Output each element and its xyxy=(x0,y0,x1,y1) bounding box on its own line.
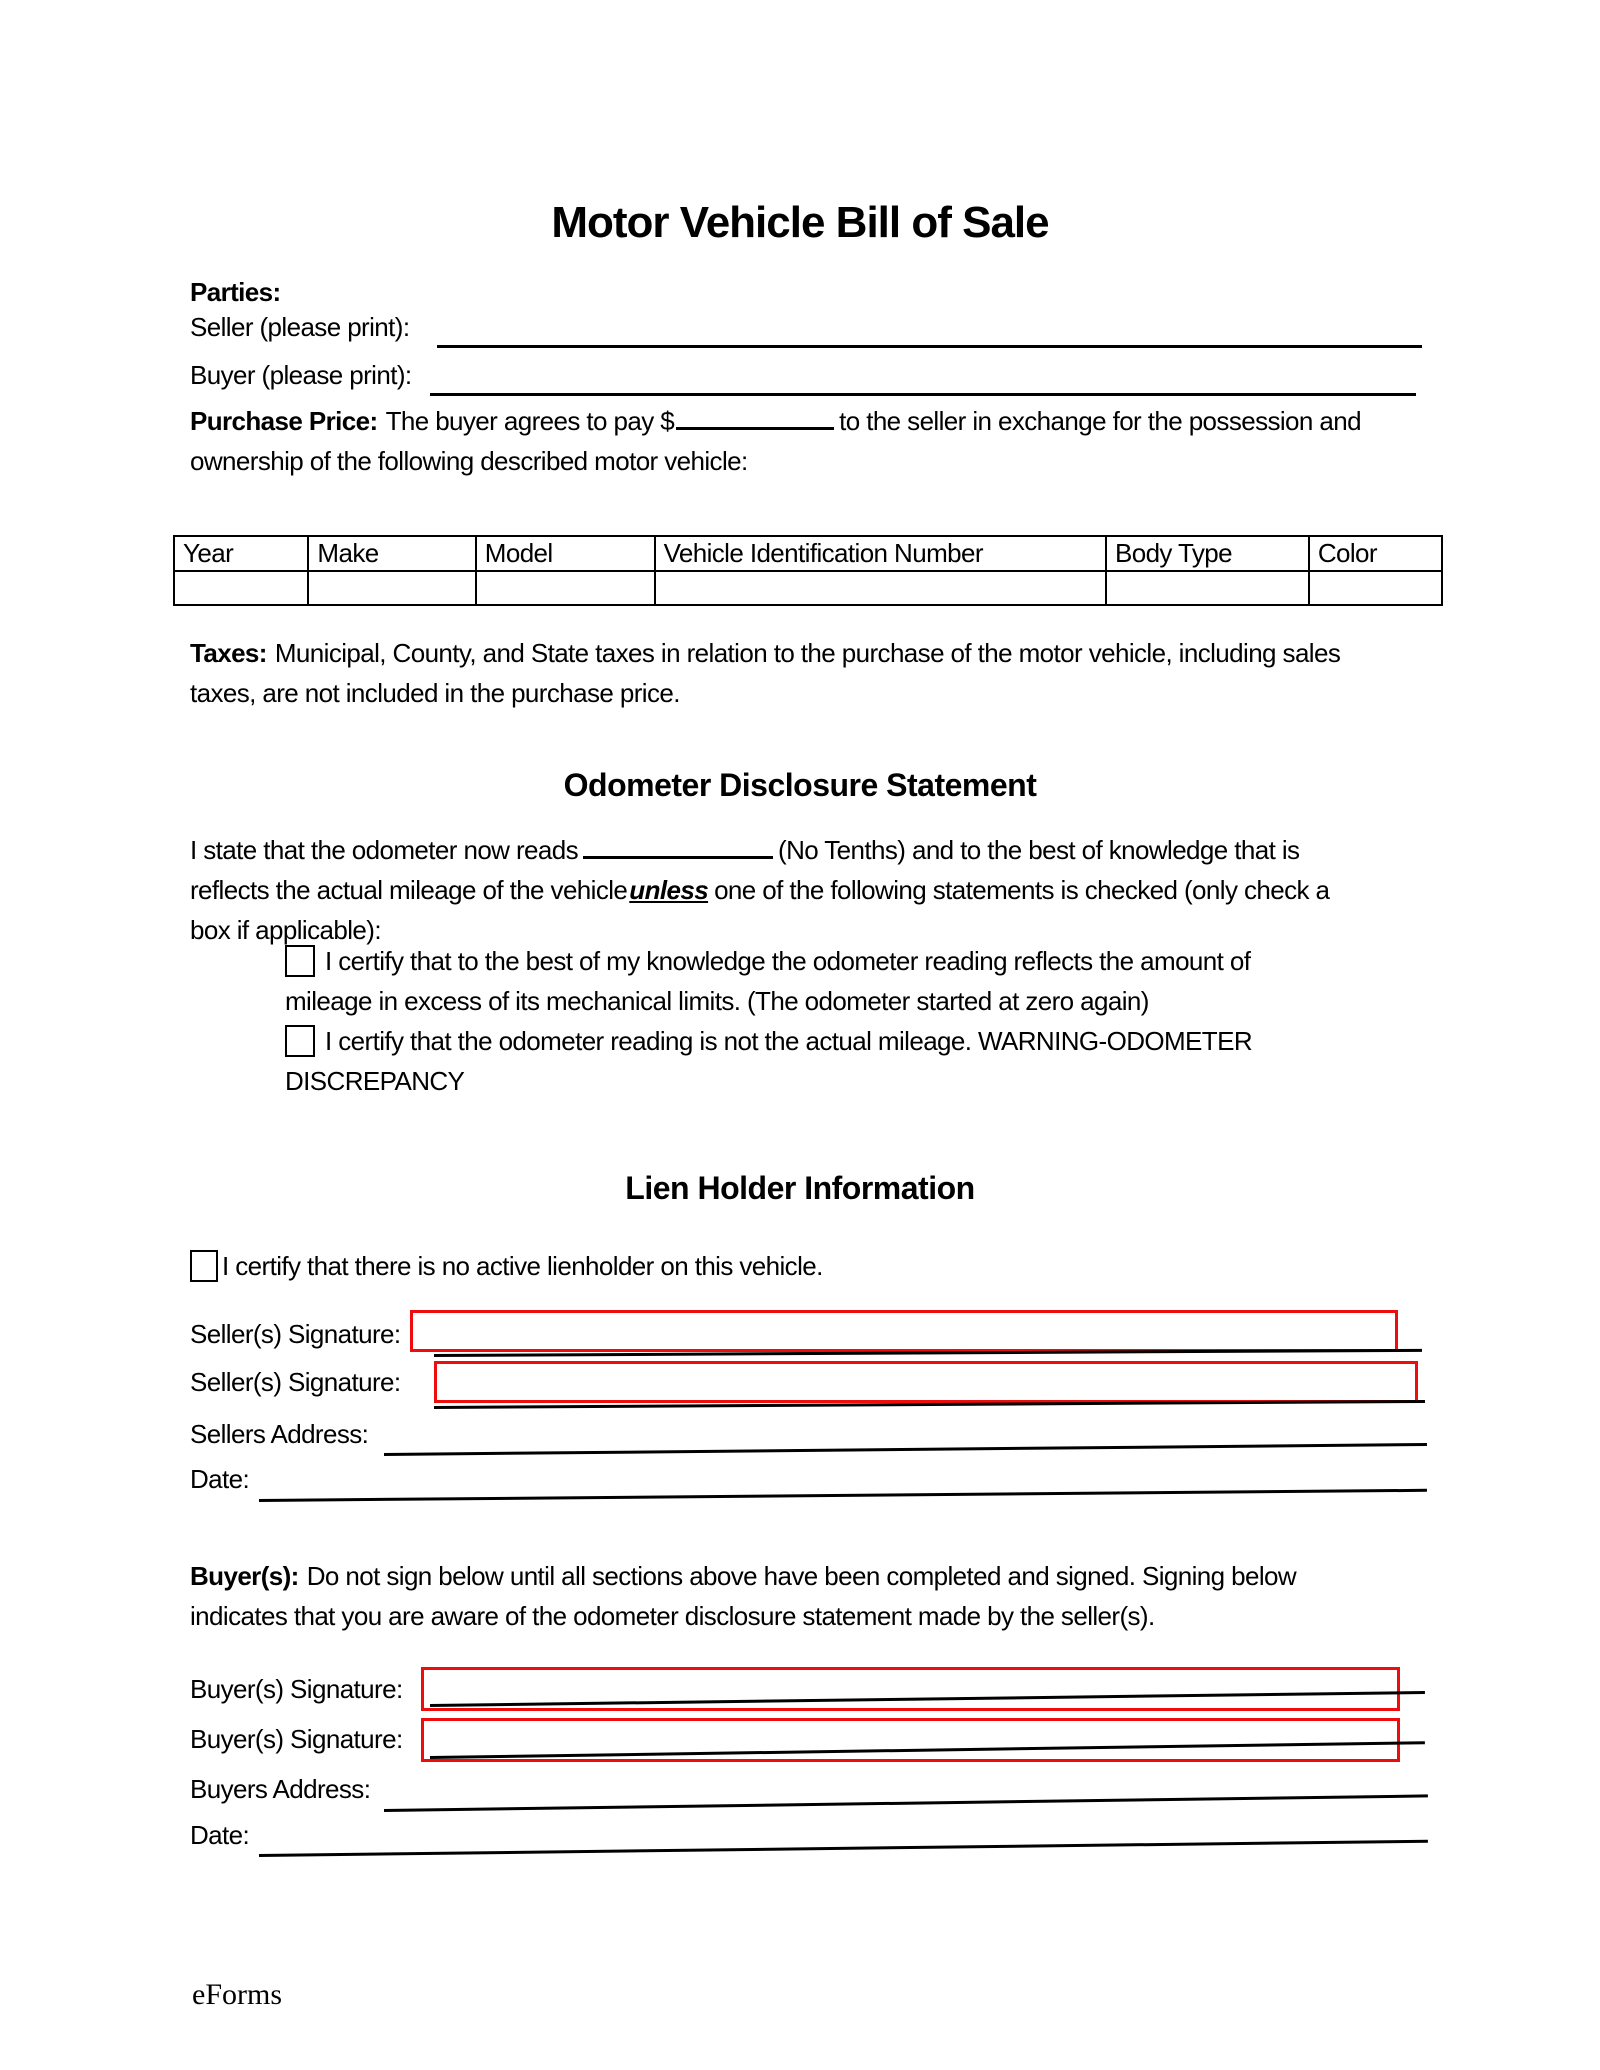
vehicle-make-cell[interactable] xyxy=(308,571,475,605)
buyer-section-line1 xyxy=(190,1556,1296,1596)
purchase-price-line1 xyxy=(190,401,1361,441)
vehicle-table-header-body-type: Body Type xyxy=(1106,536,1309,571)
buyer-signature-2-label: Buyer(s) Signature: xyxy=(190,1724,403,1754)
purchase-price-label: Purchase Price: xyxy=(190,406,378,436)
buyer-date-label: Date: xyxy=(190,1820,250,1850)
buyer-section-text-line1: Do not sign below until all sections above have been completed and signed. Signing below xyxy=(306,1561,1297,1591)
parties-heading: Parties: xyxy=(190,277,281,307)
purchase-price-blank[interactable] xyxy=(676,421,834,430)
seller-signature-1-label: Seller(s) Signature: xyxy=(190,1319,401,1349)
odometer-mechanical-limits-checkbox[interactable] xyxy=(285,945,315,977)
vehicle-body-type-cell[interactable] xyxy=(1106,571,1309,605)
seller-signature-1-highlight-box[interactable] xyxy=(410,1310,1398,1352)
taxes-text-line1: Municipal, County, and State taxes in relation to the purchase of the motor vehicle, including sales xyxy=(274,638,1341,668)
vehicle-table-header-row xyxy=(174,536,1442,571)
odometer-line1 xyxy=(190,830,1299,870)
taxes-line1 xyxy=(190,633,1340,673)
seller-signature-2-highlight-box[interactable] xyxy=(434,1361,1418,1403)
buyer-print-label: Buyer (please print): xyxy=(190,360,412,390)
purchase-price-text-before: The buyer agrees to pay $ xyxy=(385,406,675,436)
odometer-line3: box if applicable): xyxy=(190,915,381,945)
taxes-line2: taxes, are not included in the purchase price. xyxy=(190,678,680,708)
buyer-date-line[interactable] xyxy=(259,1840,1428,1857)
odometer-unless-emphasis: unless xyxy=(629,875,709,905)
vehicle-table-header-year: Year xyxy=(174,536,308,571)
seller-date-label: Date: xyxy=(190,1464,250,1494)
odometer-checkbox1-text-line2: mileage in excess of its mechanical limits. (The odometer started at zero again) xyxy=(285,986,1149,1016)
odometer-line2-pre: reflects the actual mileage of the vehicle xyxy=(190,875,628,905)
buyer-section-label: Buyer(s): xyxy=(190,1561,299,1591)
odometer-text-before-blank: I state that the odometer now reads xyxy=(190,835,579,865)
no-lienholder-text: I certify that there is no active lienholder on this vehicle. xyxy=(222,1251,823,1281)
buyers-address-label: Buyers Address: xyxy=(190,1774,371,1804)
vehicle-table-header-vin: Vehicle Identification Number xyxy=(655,536,1106,571)
eforms-brand: eForms xyxy=(192,1978,282,2011)
buyer-section-line2: indicates that you are aware of the odometer disclosure statement made by the seller(s). xyxy=(190,1601,1155,1631)
no-lienholder-checkbox[interactable] xyxy=(190,1250,218,1282)
vehicle-vin-cell[interactable] xyxy=(655,571,1106,605)
vehicle-model-cell[interactable] xyxy=(476,571,655,605)
vehicle-table xyxy=(173,535,1443,606)
vehicle-table-entry-row xyxy=(174,571,1442,605)
seller-signature-2-label: Seller(s) Signature: xyxy=(190,1367,401,1397)
sellers-address-label: Sellers Address: xyxy=(190,1419,369,1449)
buyer-print-line[interactable] xyxy=(430,393,1416,396)
lien-section-heading: Lien Holder Information xyxy=(625,1170,975,1206)
odometer-checkbox2-text-line2: DISCREPANCY xyxy=(285,1066,465,1096)
purchase-price-line2: ownership of the following described motor vehicle: xyxy=(190,446,748,476)
buyer-signature-1-label: Buyer(s) Signature: xyxy=(190,1674,403,1704)
seller-date-line[interactable] xyxy=(259,1489,1427,1502)
seller-print-label: Seller (please print): xyxy=(190,312,410,342)
odometer-discrepancy-checkbox[interactable] xyxy=(285,1025,315,1057)
odometer-checkbox1-text: I certify that to the best of my knowledge the odometer reading reflects the amount of xyxy=(325,946,1251,976)
lien-checkbox-row xyxy=(190,1246,823,1286)
vehicle-year-cell[interactable] xyxy=(174,571,308,605)
sellers-address-line[interactable] xyxy=(384,1443,1427,1456)
odometer-line2 xyxy=(190,870,1329,910)
vehicle-table-header-color: Color xyxy=(1309,536,1442,571)
seller-print-line[interactable] xyxy=(437,345,1422,348)
purchase-price-text-after: to the seller in exchange for the possession and xyxy=(839,406,1361,436)
odometer-checkbox2-row xyxy=(285,1021,1252,1061)
odometer-checkbox1-row xyxy=(285,941,1250,981)
vehicle-table-header-model: Model xyxy=(476,536,655,571)
odometer-text-after-blank: (No Tenths) and to the best of knowledge that is xyxy=(778,835,1300,865)
odometer-line2-post: one of the following statements is checked (only check a xyxy=(714,875,1330,905)
odometer-checkbox2-text: I certify that the odometer reading is not the actual mileage. WARNING-ODOMETER xyxy=(325,1026,1253,1056)
buyers-address-line[interactable] xyxy=(384,1794,1428,1812)
document-title: Motor Vehicle Bill of Sale xyxy=(551,198,1049,247)
taxes-label: Taxes: xyxy=(190,638,267,668)
odometer-reading-blank[interactable] xyxy=(583,850,773,859)
odometer-section-heading: Odometer Disclosure Statement xyxy=(563,767,1037,803)
vehicle-table-header-make: Make xyxy=(308,536,475,571)
vehicle-color-cell[interactable] xyxy=(1309,571,1442,605)
